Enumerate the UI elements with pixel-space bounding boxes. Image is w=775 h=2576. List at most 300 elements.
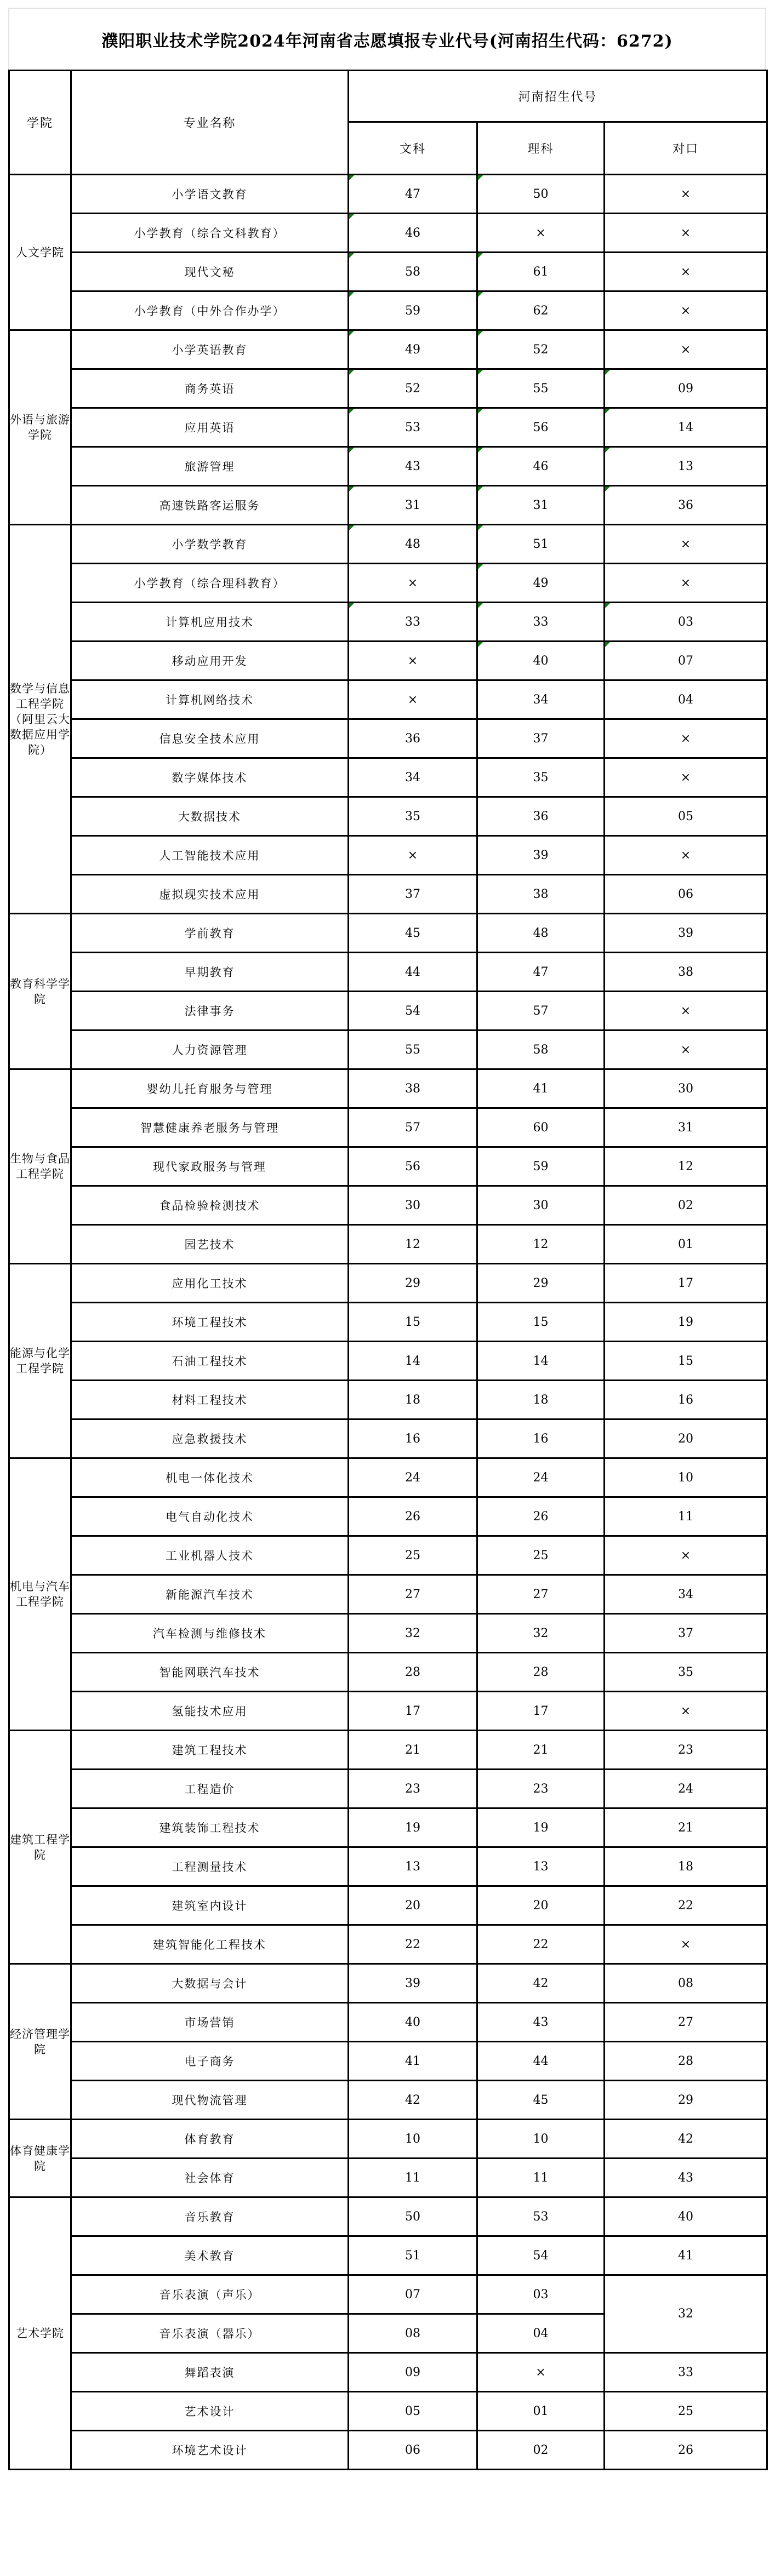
wenke-code: 24 xyxy=(349,1458,477,1497)
like-code: 48 xyxy=(477,914,605,953)
like-code: 03 xyxy=(477,2275,605,2314)
wenke-code: 08 xyxy=(349,2314,477,2353)
like-code: 24 xyxy=(477,1458,605,1497)
college-name: 数学与信息工程学院（阿里云大数据应用学院） xyxy=(9,525,71,914)
wenke-code: 42 xyxy=(349,2081,477,2120)
wenke-code: 19 xyxy=(349,1808,477,1847)
duikou-code: × xyxy=(605,1031,767,1069)
duikou-code: 19 xyxy=(605,1303,767,1342)
like-code: 01 xyxy=(477,2392,605,2431)
duikou-code: 33 xyxy=(605,2353,767,2392)
like-code: 59 xyxy=(477,1147,605,1186)
duikou-code: 07 xyxy=(605,642,767,680)
major-name: 应用化工技术 xyxy=(71,1264,349,1303)
table-row xyxy=(9,1264,767,1303)
like-code: 61 xyxy=(477,253,605,291)
table-row xyxy=(9,836,767,875)
major-name: 音乐表演（器乐） xyxy=(71,2314,349,2353)
like-code: 53 xyxy=(477,2197,605,2236)
wenke-code: 52 xyxy=(349,369,477,408)
duikou-code: × xyxy=(605,836,767,875)
table-row xyxy=(9,1497,767,1536)
wenke-code: 12 xyxy=(349,1225,477,1264)
wenke-code: 18 xyxy=(349,1381,477,1419)
college-name: 外语与旅游学院 xyxy=(9,330,71,525)
major-name: 商务英语 xyxy=(71,369,349,408)
major-name: 社会体育 xyxy=(71,2159,349,2197)
wenke-code: 43 xyxy=(349,447,477,486)
duikou-code: × xyxy=(605,214,767,253)
title-cell xyxy=(8,8,766,70)
major-name: 智能网联汽车技术 xyxy=(71,1653,349,1692)
major-name: 美术教育 xyxy=(71,2236,349,2275)
wenke-code: 33 xyxy=(349,603,477,642)
duikou-code: 37 xyxy=(605,1614,767,1653)
duikou-code: 12 xyxy=(605,1147,767,1186)
major-name: 人工智能技术应用 xyxy=(71,836,349,875)
major-name: 工程造价 xyxy=(71,1770,349,1808)
table-row xyxy=(9,1692,767,1731)
wenke-code: 11 xyxy=(349,2159,477,2197)
table-row xyxy=(9,1381,767,1419)
duikou-code: 40 xyxy=(605,2197,767,2236)
major-name: 信息安全技术应用 xyxy=(71,719,349,758)
duikou-code: × xyxy=(605,525,767,564)
major-name: 虚拟现实技术应用 xyxy=(71,875,349,914)
major-name: 电子商务 xyxy=(71,2042,349,2081)
table-row xyxy=(9,2353,767,2392)
like-code: 43 xyxy=(477,2003,605,2042)
like-code: 17 xyxy=(477,1692,605,1731)
table-row xyxy=(9,2120,767,2159)
wenke-code: 37 xyxy=(349,875,477,914)
wenke-code: 31 xyxy=(349,486,477,525)
table-row xyxy=(9,447,767,486)
header-code-group: 河南招生代号 xyxy=(349,71,767,122)
like-code: 11 xyxy=(477,2159,605,2197)
like-code: 46 xyxy=(477,447,605,486)
major-name: 食品检验检测技术 xyxy=(71,1186,349,1225)
wenke-code: 22 xyxy=(349,1925,477,1964)
college-name: 体育健康学院 xyxy=(9,2120,71,2197)
table-row xyxy=(9,1575,767,1614)
wenke-code: 27 xyxy=(349,1575,477,1614)
table-row xyxy=(9,914,767,953)
wenke-code: 39 xyxy=(349,1964,477,2003)
like-code: 29 xyxy=(477,1264,605,1303)
major-name: 现代文秘 xyxy=(71,253,349,291)
like-code: 13 xyxy=(477,1847,605,1886)
wenke-code: 29 xyxy=(349,1264,477,1303)
major-name: 大数据与会计 xyxy=(71,1964,349,2003)
major-name: 计算机网络技术 xyxy=(71,680,349,719)
like-code: 26 xyxy=(477,1497,605,1536)
wenke-code: 35 xyxy=(349,797,477,836)
major-name: 旅游管理 xyxy=(71,447,349,486)
table-row xyxy=(9,1808,767,1847)
major-name: 工业机器人技术 xyxy=(71,1536,349,1575)
like-code: 47 xyxy=(477,953,605,992)
major-name: 电气自动化技术 xyxy=(71,1497,349,1536)
major-name: 应急救援技术 xyxy=(71,1419,349,1458)
like-code: 60 xyxy=(477,1108,605,1147)
wenke-code: 34 xyxy=(349,758,477,797)
table-row xyxy=(9,2159,767,2197)
duikou-code: 41 xyxy=(605,2236,767,2275)
like-code: 18 xyxy=(477,1381,605,1419)
major-name: 建筑装饰工程技术 xyxy=(71,1808,349,1847)
table-row xyxy=(9,1419,767,1458)
like-code: 16 xyxy=(477,1419,605,1458)
table-row xyxy=(9,175,767,214)
table-row xyxy=(9,2042,767,2081)
like-code: 42 xyxy=(477,1964,605,2003)
major-name: 小学语文教育 xyxy=(71,175,349,214)
like-code: 23 xyxy=(477,1770,605,1808)
major-name: 环境工程技术 xyxy=(71,1303,349,1342)
wenke-code: 15 xyxy=(349,1303,477,1342)
header-major: 专业名称 xyxy=(71,71,349,175)
duikou-code: 09 xyxy=(605,369,767,408)
table-row xyxy=(9,875,767,914)
table-row xyxy=(9,214,767,253)
major-name: 现代家政服务与管理 xyxy=(71,1147,349,1186)
wenke-code: 50 xyxy=(349,2197,477,2236)
wenke-code: 49 xyxy=(349,330,477,369)
wenke-code: 57 xyxy=(349,1108,477,1147)
like-code: 35 xyxy=(477,758,605,797)
wenke-code: × xyxy=(349,642,477,680)
like-code: 04 xyxy=(477,2314,605,2353)
like-code: 22 xyxy=(477,1925,605,1964)
major-name: 建筑智能化工程技术 xyxy=(71,1925,349,1964)
duikou-code: × xyxy=(605,1536,767,1575)
duikou-code: 21 xyxy=(605,1808,767,1847)
like-code: 40 xyxy=(477,642,605,680)
wenke-code: 44 xyxy=(349,953,477,992)
duikou-code: 34 xyxy=(605,1575,767,1614)
like-code: 45 xyxy=(477,2081,605,2120)
table-row xyxy=(9,719,767,758)
college-name: 人文学院 xyxy=(9,175,71,330)
wenke-code: 10 xyxy=(349,2120,477,2159)
duikou-code: × xyxy=(605,564,767,603)
wenke-code: × xyxy=(349,836,477,875)
like-code: 30 xyxy=(477,1186,605,1225)
table-row xyxy=(9,564,767,603)
wenke-code: 32 xyxy=(349,1614,477,1653)
wenke-code: 28 xyxy=(349,1653,477,1692)
like-code: 38 xyxy=(477,875,605,914)
table-row xyxy=(9,1147,767,1186)
duikou-code: 25 xyxy=(605,2392,767,2431)
like-code: 39 xyxy=(477,836,605,875)
duikou-code: 01 xyxy=(605,1225,767,1264)
major-name: 园艺技术 xyxy=(71,1225,349,1264)
table-row xyxy=(9,2392,767,2431)
like-code: 10 xyxy=(477,2120,605,2159)
duikou-code: × xyxy=(605,175,767,214)
like-code: 19 xyxy=(477,1808,605,1847)
wenke-code: × xyxy=(349,680,477,719)
duikou-code: 20 xyxy=(605,1419,767,1458)
wenke-code: 36 xyxy=(349,719,477,758)
major-name: 汽车检测与维修技术 xyxy=(71,1614,349,1653)
like-code: 02 xyxy=(477,2431,605,2470)
like-code: 44 xyxy=(477,2042,605,2081)
major-name: 材料工程技术 xyxy=(71,1381,349,1419)
wenke-code: × xyxy=(349,564,477,603)
duikou-code: × xyxy=(605,992,767,1031)
wenke-code: 45 xyxy=(349,914,477,953)
wenke-code: 56 xyxy=(349,1147,477,1186)
table-row xyxy=(9,2431,767,2470)
wenke-code: 38 xyxy=(349,1069,477,1108)
table-row xyxy=(9,369,767,408)
like-code: 31 xyxy=(477,486,605,525)
major-name: 小学教育（综合文科教育） xyxy=(71,214,349,253)
table-row xyxy=(9,2081,767,2120)
duikou-code: × xyxy=(605,291,767,330)
wenke-code: 14 xyxy=(349,1342,477,1381)
like-code: × xyxy=(477,2353,605,2392)
duikou-code: 11 xyxy=(605,1497,767,1536)
duikou-code: 36 xyxy=(605,486,767,525)
major-name: 计算机应用技术 xyxy=(71,603,349,642)
wenke-code: 26 xyxy=(349,1497,477,1536)
duikou-code: 15 xyxy=(605,1342,767,1381)
duikou-code: 39 xyxy=(605,914,767,953)
duikou-code: 03 xyxy=(605,603,767,642)
duikou-code: 31 xyxy=(605,1108,767,1147)
like-code: 21 xyxy=(477,1731,605,1770)
major-name: 音乐表演（声乐） xyxy=(71,2275,349,2314)
major-name: 大数据技术 xyxy=(71,797,349,836)
table-row xyxy=(9,1886,767,1925)
table-row xyxy=(9,1536,767,1575)
like-code: 15 xyxy=(477,1303,605,1342)
major-code-table xyxy=(8,70,768,2470)
duikou-code: 32 xyxy=(605,2275,767,2353)
major-name: 石油工程技术 xyxy=(71,1342,349,1381)
duikou-code: 35 xyxy=(605,1653,767,1692)
duikou-code: 28 xyxy=(605,2042,767,2081)
like-code: 34 xyxy=(477,680,605,719)
wenke-code: 40 xyxy=(349,2003,477,2042)
major-name: 现代物流管理 xyxy=(71,2081,349,2120)
major-name: 婴幼儿托育服务与管理 xyxy=(71,1069,349,1108)
like-code: 49 xyxy=(477,564,605,603)
major-name: 氢能技术应用 xyxy=(71,1692,349,1731)
duikou-code: × xyxy=(605,1692,767,1731)
wenke-code: 30 xyxy=(349,1186,477,1225)
major-name: 学前教育 xyxy=(71,914,349,953)
wenke-code: 41 xyxy=(349,2042,477,2081)
table-row xyxy=(9,1108,767,1147)
table-row xyxy=(9,1031,767,1069)
like-code: 32 xyxy=(477,1614,605,1653)
header-duikou: 对口 xyxy=(605,122,767,175)
table-row xyxy=(9,291,767,330)
major-name: 新能源汽车技术 xyxy=(71,1575,349,1614)
table-row xyxy=(9,1847,767,1886)
major-name: 体育教育 xyxy=(71,2120,349,2159)
duikou-code: 02 xyxy=(605,1186,767,1225)
wenke-code: 21 xyxy=(349,1731,477,1770)
duikou-code: 16 xyxy=(605,1381,767,1419)
duikou-code: 42 xyxy=(605,2120,767,2159)
duikou-code: 27 xyxy=(605,2003,767,2042)
duikou-code: 14 xyxy=(605,408,767,447)
like-code: 27 xyxy=(477,1575,605,1614)
wenke-code: 20 xyxy=(349,1886,477,1925)
college-name: 生物与食品工程学院 xyxy=(9,1069,71,1264)
table-row xyxy=(9,992,767,1031)
major-name: 智慧健康养老服务与管理 xyxy=(71,1108,349,1147)
major-name: 早期教育 xyxy=(71,953,349,992)
major-name: 工程测量技术 xyxy=(71,1847,349,1886)
major-name: 小学教育（综合理科教育） xyxy=(71,564,349,603)
like-code: 20 xyxy=(477,1886,605,1925)
header-wenke: 文科 xyxy=(349,122,477,175)
like-code: 41 xyxy=(477,1069,605,1108)
like-code: 37 xyxy=(477,719,605,758)
page-title: 濮阳职业技术学院2024年河南省志愿填报专业代号(河南招生代码：6272) xyxy=(101,31,673,51)
wenke-code: 17 xyxy=(349,1692,477,1731)
like-code: 56 xyxy=(477,408,605,447)
wenke-code: 25 xyxy=(349,1536,477,1575)
major-name: 市场营销 xyxy=(71,2003,349,2042)
table-row xyxy=(9,2003,767,2042)
major-name: 机电一体化技术 xyxy=(71,1458,349,1497)
wenke-code: 59 xyxy=(349,291,477,330)
table-row xyxy=(9,1186,767,1225)
table-row xyxy=(9,642,767,680)
duikou-code: 26 xyxy=(605,2431,767,2470)
college-name: 经济管理学院 xyxy=(9,1964,71,2120)
table-row xyxy=(9,330,767,369)
table-row xyxy=(9,2236,767,2275)
table-row xyxy=(9,1653,767,1692)
wenke-code: 55 xyxy=(349,1031,477,1069)
table-row xyxy=(9,1069,767,1108)
table-row xyxy=(9,758,767,797)
college-name: 艺术学院 xyxy=(9,2197,71,2470)
duikou-code: × xyxy=(605,719,767,758)
duikou-code: 17 xyxy=(605,1264,767,1303)
major-name: 数字媒体技术 xyxy=(71,758,349,797)
major-name: 应用英语 xyxy=(71,408,349,447)
wenke-code: 16 xyxy=(349,1419,477,1458)
table-row xyxy=(9,2275,767,2314)
like-code: 58 xyxy=(477,1031,605,1069)
duikou-code: 30 xyxy=(605,1069,767,1108)
header-college: 学院 xyxy=(9,71,71,175)
table-row xyxy=(9,408,767,447)
table-row xyxy=(9,1458,767,1497)
like-code: 36 xyxy=(477,797,605,836)
like-code: 52 xyxy=(477,330,605,369)
table-row xyxy=(9,1614,767,1653)
table-row xyxy=(9,603,767,642)
table-row xyxy=(9,797,767,836)
like-code: 12 xyxy=(477,1225,605,1264)
duikou-code: 10 xyxy=(605,1458,767,1497)
like-code: 33 xyxy=(477,603,605,642)
wenke-code: 51 xyxy=(349,2236,477,2275)
like-code: 54 xyxy=(477,2236,605,2275)
college-name: 能源与化学工程学院 xyxy=(9,1264,71,1458)
major-name: 舞蹈表演 xyxy=(71,2353,349,2392)
major-name: 小学数学教育 xyxy=(71,525,349,564)
wenke-code: 46 xyxy=(349,214,477,253)
table-row xyxy=(9,1303,767,1342)
like-code: 57 xyxy=(477,992,605,1031)
table-body xyxy=(9,175,767,2470)
like-code: 51 xyxy=(477,525,605,564)
duikou-code: 04 xyxy=(605,680,767,719)
duikou-code: × xyxy=(605,758,767,797)
table-row xyxy=(9,2197,767,2236)
header-like: 理科 xyxy=(477,122,605,175)
duikou-code: × xyxy=(605,1925,767,1964)
wenke-code: 07 xyxy=(349,2275,477,2314)
table-row xyxy=(9,486,767,525)
wenke-code: 54 xyxy=(349,992,477,1031)
major-name: 高速铁路客运服务 xyxy=(71,486,349,525)
major-name: 建筑室内设计 xyxy=(71,1886,349,1925)
duikou-code: 29 xyxy=(605,2081,767,2120)
wenke-code: 48 xyxy=(349,525,477,564)
duikou-code: 23 xyxy=(605,1731,767,1770)
like-code: 14 xyxy=(477,1342,605,1381)
table-row xyxy=(9,253,767,291)
table-row xyxy=(9,1342,767,1381)
wenke-code: 23 xyxy=(349,1770,477,1808)
college-name: 机电与汽车工程学院 xyxy=(9,1458,71,1731)
major-name: 移动应用开发 xyxy=(71,642,349,680)
college-name: 教育科学学院 xyxy=(9,914,71,1069)
wenke-code: 47 xyxy=(349,175,477,214)
wenke-code: 09 xyxy=(349,2353,477,2392)
duikou-code: × xyxy=(605,330,767,369)
like-code: 50 xyxy=(477,175,605,214)
table-row xyxy=(9,680,767,719)
duikou-code: 13 xyxy=(605,447,767,486)
table-row xyxy=(9,1731,767,1770)
wenke-code: 06 xyxy=(349,2431,477,2470)
duikou-code: 06 xyxy=(605,875,767,914)
like-code: 28 xyxy=(477,1653,605,1692)
major-name: 法律事务 xyxy=(71,992,349,1031)
major-name: 人力资源管理 xyxy=(71,1031,349,1069)
wenke-code: 05 xyxy=(349,2392,477,2431)
wenke-code: 53 xyxy=(349,408,477,447)
college-name: 建筑工程学院 xyxy=(9,1731,71,1964)
major-name: 建筑工程技术 xyxy=(71,1731,349,1770)
table-row xyxy=(9,1225,767,1264)
duikou-code: 05 xyxy=(605,797,767,836)
duikou-code: 08 xyxy=(605,1964,767,2003)
duikou-code: × xyxy=(605,253,767,291)
table-row xyxy=(9,1925,767,1964)
major-name: 环境艺术设计 xyxy=(71,2431,349,2470)
duikou-code: 43 xyxy=(605,2159,767,2197)
table-row xyxy=(9,1964,767,2003)
like-code: × xyxy=(477,214,605,253)
table-row xyxy=(9,1770,767,1808)
table-row xyxy=(9,953,767,992)
